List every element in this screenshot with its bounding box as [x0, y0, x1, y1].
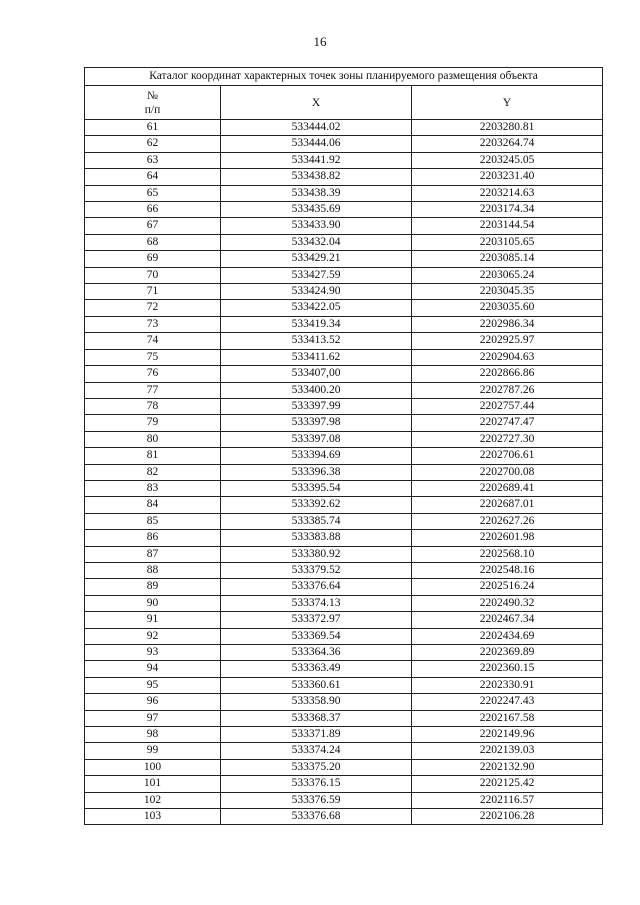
y-coordinate-cell: 2202434.69 — [412, 628, 603, 644]
y-coordinate-cell: 2202149.96 — [412, 727, 603, 743]
y-coordinate-cell: 2202925.97 — [412, 333, 603, 349]
y-coordinate-cell: 2202106.28 — [412, 809, 603, 825]
table-row — [85, 776, 603, 792]
table-row — [85, 415, 603, 431]
y-coordinate-cell: 2202601.98 — [412, 530, 603, 546]
column-header-x: X — [221, 86, 412, 120]
point-number-cell: 81 — [85, 448, 221, 464]
x-coordinate-cell: 533374.24 — [221, 743, 412, 759]
column-header-number-line2: п/п — [144, 103, 161, 116]
y-coordinate-cell: 2202490.32 — [412, 595, 603, 611]
x-coordinate-cell: 533407,00 — [221, 366, 412, 382]
table-body — [85, 120, 603, 825]
y-coordinate-cell: 2202360.15 — [412, 661, 603, 677]
table-row — [85, 497, 603, 513]
table-row — [85, 562, 603, 578]
table-row — [85, 251, 603, 267]
point-number-cell: 73 — [85, 316, 221, 332]
point-number-cell: 74 — [85, 333, 221, 349]
table-row — [85, 382, 603, 398]
x-coordinate-cell: 533383.88 — [221, 530, 412, 546]
x-coordinate-cell: 533369.54 — [221, 628, 412, 644]
y-coordinate-cell: 2202330.91 — [412, 677, 603, 693]
x-coordinate-cell: 533397.98 — [221, 415, 412, 431]
y-coordinate-cell: 2203144.54 — [412, 218, 603, 234]
x-coordinate-cell: 533385.74 — [221, 513, 412, 529]
point-number-cell: 86 — [85, 530, 221, 546]
table-row — [85, 809, 603, 825]
table-row — [85, 398, 603, 414]
column-header-number-line1: № — [147, 89, 158, 102]
x-coordinate-cell: 533433.90 — [221, 218, 412, 234]
x-coordinate-cell: 533380.92 — [221, 546, 412, 562]
table-row — [85, 595, 603, 611]
point-number-cell: 68 — [85, 234, 221, 250]
x-coordinate-cell: 533438.82 — [221, 169, 412, 185]
table-row — [85, 218, 603, 234]
point-number-cell: 90 — [85, 595, 221, 611]
point-number-cell: 77 — [85, 382, 221, 398]
table-row — [85, 267, 603, 283]
y-coordinate-cell: 2202904.63 — [412, 349, 603, 365]
table-row — [85, 743, 603, 759]
y-coordinate-cell: 2203264.74 — [412, 136, 603, 152]
table-row — [85, 300, 603, 316]
y-coordinate-cell: 2202700.08 — [412, 464, 603, 480]
y-coordinate-cell: 2202727.30 — [412, 431, 603, 447]
point-number-cell: 66 — [85, 202, 221, 218]
y-coordinate-cell: 2202689.41 — [412, 480, 603, 496]
table-row — [85, 120, 603, 136]
x-coordinate-cell: 533364.36 — [221, 645, 412, 661]
y-coordinate-cell: 2202247.43 — [412, 694, 603, 710]
table-row — [85, 480, 603, 496]
y-coordinate-cell: 2202167.58 — [412, 710, 603, 726]
table-row — [85, 464, 603, 480]
x-coordinate-cell: 533444.06 — [221, 136, 412, 152]
y-coordinate-cell: 2203065.24 — [412, 267, 603, 283]
y-coordinate-cell: 2202369.89 — [412, 645, 603, 661]
table-row — [85, 431, 603, 447]
point-number-cell: 71 — [85, 284, 221, 300]
point-number-cell: 89 — [85, 579, 221, 595]
table-row — [85, 136, 603, 152]
y-coordinate-cell: 2203231.40 — [412, 169, 603, 185]
x-coordinate-cell: 533372.97 — [221, 612, 412, 628]
table-row — [85, 366, 603, 382]
y-coordinate-cell: 2203035.60 — [412, 300, 603, 316]
x-coordinate-cell: 533358.90 — [221, 694, 412, 710]
table-title: Каталог координат характерных точек зоны планируемого размещения объекта — [85, 68, 603, 86]
y-coordinate-cell: 2202687.01 — [412, 497, 603, 513]
point-number-cell: 84 — [85, 497, 221, 513]
x-coordinate-cell: 533376.15 — [221, 776, 412, 792]
point-number-cell: 69 — [85, 251, 221, 267]
table-row — [85, 727, 603, 743]
table-row — [85, 152, 603, 168]
table-row — [85, 759, 603, 775]
x-coordinate-cell: 533395.54 — [221, 480, 412, 496]
x-coordinate-cell: 533394.69 — [221, 448, 412, 464]
y-coordinate-cell: 2202706.61 — [412, 448, 603, 464]
y-coordinate-cell: 2202132.90 — [412, 759, 603, 775]
point-number-cell: 76 — [85, 366, 221, 382]
x-coordinate-cell: 533397.99 — [221, 398, 412, 414]
y-coordinate-cell: 2203045.35 — [412, 284, 603, 300]
table-row — [85, 234, 603, 250]
y-coordinate-cell: 2203280.81 — [412, 120, 603, 136]
x-coordinate-cell: 533392.62 — [221, 497, 412, 513]
y-coordinate-cell: 2202116.57 — [412, 792, 603, 808]
point-number-cell: 79 — [85, 415, 221, 431]
y-coordinate-cell: 2202467.34 — [412, 612, 603, 628]
point-number-cell: 91 — [85, 612, 221, 628]
table-row — [85, 579, 603, 595]
point-number-cell: 62 — [85, 136, 221, 152]
x-coordinate-cell: 533424.90 — [221, 284, 412, 300]
y-coordinate-cell: 2202986.34 — [412, 316, 603, 332]
point-number-cell: 87 — [85, 546, 221, 562]
table-row — [85, 284, 603, 300]
x-coordinate-cell: 533360.61 — [221, 677, 412, 693]
y-coordinate-cell: 2202516.24 — [412, 579, 603, 595]
y-coordinate-cell: 2202866.86 — [412, 366, 603, 382]
x-coordinate-cell: 533444.02 — [221, 120, 412, 136]
x-coordinate-cell: 533396.38 — [221, 464, 412, 480]
point-number-cell: 61 — [85, 120, 221, 136]
x-coordinate-cell: 533375.20 — [221, 759, 412, 775]
table-row — [85, 546, 603, 562]
x-coordinate-cell: 533413.52 — [221, 333, 412, 349]
table-row — [85, 349, 603, 365]
table-row — [85, 202, 603, 218]
point-number-cell: 67 — [85, 218, 221, 234]
point-number-cell: 64 — [85, 169, 221, 185]
table-row — [85, 710, 603, 726]
y-coordinate-cell: 2203085.14 — [412, 251, 603, 267]
table-row — [85, 694, 603, 710]
point-number-cell: 65 — [85, 185, 221, 201]
x-coordinate-cell: 533376.68 — [221, 809, 412, 825]
point-number-cell: 70 — [85, 267, 221, 283]
point-number-cell: 75 — [85, 349, 221, 365]
y-coordinate-cell: 2202125.42 — [412, 776, 603, 792]
x-coordinate-cell: 533419.34 — [221, 316, 412, 332]
table-row — [85, 628, 603, 644]
point-number-cell: 97 — [85, 710, 221, 726]
point-number-cell: 78 — [85, 398, 221, 414]
y-coordinate-cell: 2202568.10 — [412, 546, 603, 562]
table-row — [85, 513, 603, 529]
column-header-y: Y — [412, 86, 603, 120]
x-coordinate-cell: 533374.13 — [221, 595, 412, 611]
point-number-cell: 83 — [85, 480, 221, 496]
y-coordinate-cell: 2202757.44 — [412, 398, 603, 414]
y-coordinate-cell: 2202548.16 — [412, 562, 603, 578]
table-row — [85, 612, 603, 628]
table-row — [85, 661, 603, 677]
point-number-cell: 80 — [85, 431, 221, 447]
table-row — [85, 792, 603, 808]
x-coordinate-cell: 533397.08 — [221, 431, 412, 447]
point-number-cell: 72 — [85, 300, 221, 316]
x-coordinate-cell: 533371.89 — [221, 727, 412, 743]
x-coordinate-cell: 533379.52 — [221, 562, 412, 578]
y-coordinate-cell: 2202627.26 — [412, 513, 603, 529]
x-coordinate-cell: 533363.49 — [221, 661, 412, 677]
table-row — [85, 333, 603, 349]
y-coordinate-cell: 2203105.65 — [412, 234, 603, 250]
x-coordinate-cell: 533438.39 — [221, 185, 412, 201]
point-number-cell: 100 — [85, 759, 221, 775]
x-coordinate-cell: 533376.64 — [221, 579, 412, 595]
point-number-cell: 103 — [85, 809, 221, 825]
point-number-cell: 63 — [85, 152, 221, 168]
point-number-cell: 93 — [85, 645, 221, 661]
page-number: 16 — [313, 34, 327, 49]
point-number-cell: 82 — [85, 464, 221, 480]
x-coordinate-cell: 533435.69 — [221, 202, 412, 218]
x-coordinate-cell: 533422.05 — [221, 300, 412, 316]
y-coordinate-cell: 2203174.34 — [412, 202, 603, 218]
column-header-number — [85, 86, 221, 120]
x-coordinate-cell: 533400.20 — [221, 382, 412, 398]
y-coordinate-cell: 2202747.47 — [412, 415, 603, 431]
point-number-cell: 92 — [85, 628, 221, 644]
point-number-cell: 101 — [85, 776, 221, 792]
x-coordinate-cell: 533376.59 — [221, 792, 412, 808]
y-coordinate-cell: 2203214.63 — [412, 185, 603, 201]
point-number-cell: 85 — [85, 513, 221, 529]
x-coordinate-cell: 533427.59 — [221, 267, 412, 283]
point-number-cell: 94 — [85, 661, 221, 677]
y-coordinate-cell: 2203245.05 — [412, 152, 603, 168]
y-coordinate-cell: 2202787.26 — [412, 382, 603, 398]
table-row — [85, 530, 603, 546]
y-coordinate-cell: 2202139.03 — [412, 743, 603, 759]
point-number-cell: 102 — [85, 792, 221, 808]
table-row — [85, 677, 603, 693]
table-row — [85, 185, 603, 201]
table-row — [85, 169, 603, 185]
x-coordinate-cell: 533432.04 — [221, 234, 412, 250]
table-row — [85, 316, 603, 332]
point-number-cell: 96 — [85, 694, 221, 710]
coordinate-catalog-table — [84, 67, 603, 825]
point-number-cell: 95 — [85, 677, 221, 693]
point-number-cell: 88 — [85, 562, 221, 578]
x-coordinate-cell: 533368.37 — [221, 710, 412, 726]
point-number-cell: 98 — [85, 727, 221, 743]
x-coordinate-cell: 533441.92 — [221, 152, 412, 168]
x-coordinate-cell: 533411.62 — [221, 349, 412, 365]
point-number-cell: 99 — [85, 743, 221, 759]
table-row — [85, 645, 603, 661]
table-row — [85, 448, 603, 464]
x-coordinate-cell: 533429.21 — [221, 251, 412, 267]
